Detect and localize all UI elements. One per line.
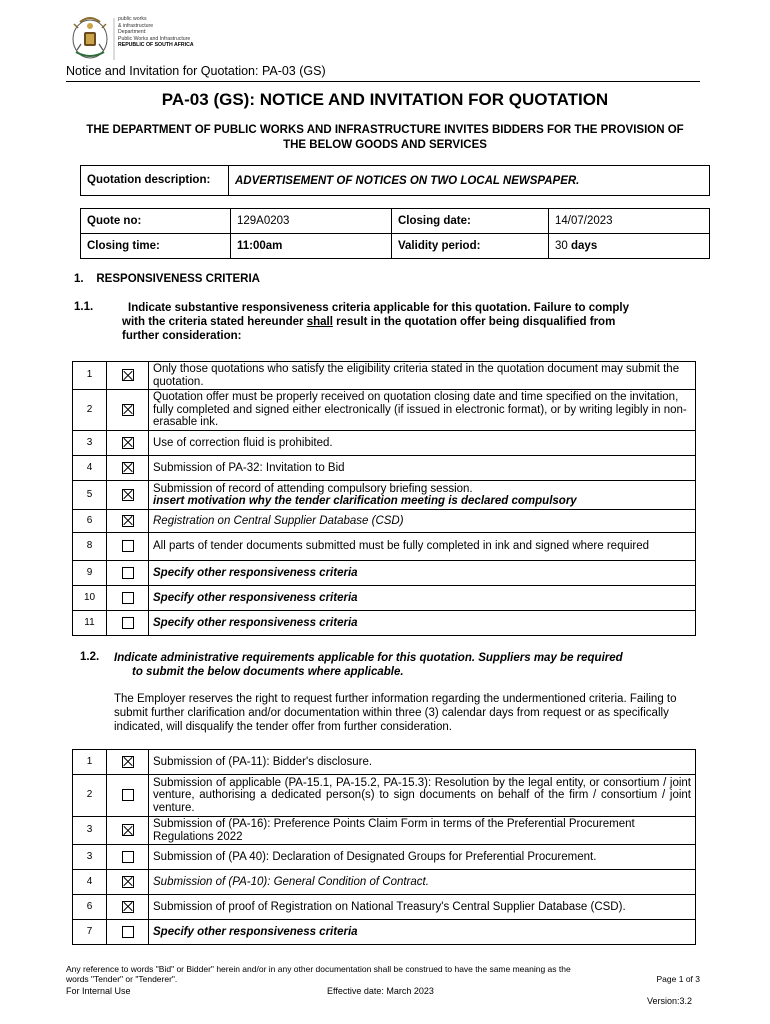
- unchecked-box-icon[interactable]: [122, 540, 134, 552]
- row-number: 3: [73, 845, 107, 870]
- criteria-checkbox[interactable]: [107, 586, 149, 611]
- criteria-checkbox[interactable]: [107, 362, 149, 390]
- row-number: 1: [73, 750, 107, 775]
- checked-box-icon[interactable]: [122, 876, 134, 888]
- validity-period-value: 30 days: [549, 234, 710, 259]
- requirement-checkbox[interactable]: [107, 920, 149, 945]
- table-row: [73, 390, 696, 431]
- checked-box-icon[interactable]: [122, 756, 134, 768]
- table-row: [73, 611, 696, 636]
- criteria-checkbox[interactable]: [107, 510, 149, 533]
- page-title: PA-03 (GS): NOTICE AND INVITATION FOR QUOTATION: [161, 90, 609, 109]
- quote-details-table: [80, 208, 710, 259]
- table-row: [73, 456, 696, 481]
- requirement-text: Submission of (PA-16): Preference Points Claim Form in terms of the Preferential Procurement Regulations 2022: [149, 817, 696, 845]
- row-number: 2: [73, 775, 107, 817]
- table-row: [73, 510, 696, 533]
- unchecked-box-icon[interactable]: [122, 789, 134, 801]
- document-reference: Notice and Invitation for Quotation: PA-03 (GS): [66, 64, 326, 78]
- row-number: 7: [73, 920, 107, 945]
- unchecked-box-icon[interactable]: [122, 851, 134, 863]
- requirement-text: Submission of (PA-10): General Condition of Contract.: [149, 870, 696, 895]
- administrative-requirements-table: [72, 749, 696, 945]
- paragraph-1-1: Indicate substantive responsiveness criteria applicable for this quotation. Failure to comply with the criteria stated hereunder shall result in the quotation offer being disqualified from further consideration:: [122, 302, 630, 342]
- header-divider: [66, 81, 700, 82]
- table-row: [73, 775, 696, 817]
- checked-box-icon[interactable]: [122, 462, 134, 474]
- quotation-description-label: Quotation description:: [81, 166, 229, 196]
- paragraph-number-1-2: 1.2.: [80, 651, 100, 663]
- checked-box-icon[interactable]: [122, 901, 134, 913]
- checked-box-icon[interactable]: [122, 489, 134, 501]
- row-number: 11: [73, 611, 107, 636]
- table-row: [73, 561, 696, 586]
- criteria-checkbox[interactable]: [107, 533, 149, 561]
- row-number: 5: [73, 481, 107, 510]
- quote-no-value: 129A0203: [231, 209, 392, 234]
- checked-box-icon[interactable]: [122, 369, 134, 381]
- validity-period-label: Validity period:: [392, 234, 549, 259]
- requirement-checkbox[interactable]: [107, 775, 149, 817]
- responsiveness-criteria-table: [72, 361, 696, 636]
- closing-date-value: 14/07/2023: [549, 209, 710, 234]
- checked-box-icon[interactable]: [122, 404, 134, 416]
- checked-box-icon[interactable]: [122, 437, 134, 449]
- quotation-description-table: [80, 165, 710, 196]
- criteria-text: Specify other responsiveness criteria: [149, 561, 696, 586]
- closing-time-label: Closing time:: [81, 234, 231, 259]
- row-number: 6: [73, 895, 107, 920]
- requirement-checkbox[interactable]: [107, 845, 149, 870]
- table-row: [73, 750, 696, 775]
- paragraph-number-1-1: 1.1.: [74, 301, 94, 313]
- requirement-text: Submission of (PA 40): Declaration of Designated Groups for Preferential Procurement.: [149, 845, 696, 870]
- criteria-text: Submission of record of attending compulsory briefing session. insert motivation why the tender clarification meeting is declared compulsory: [149, 481, 696, 510]
- requirement-text: Submission of proof of Registration on National Treasury's Central Supplier Database (CSD).: [149, 895, 696, 920]
- criteria-text: Quotation offer must be properly received on quotation closing date and time specified on the invitation, fully completed and signed either electronically (if issued in electronic format), or by writing legibly in non-erasable ink.: [149, 390, 696, 431]
- requirement-checkbox[interactable]: [107, 817, 149, 845]
- table-row: [73, 845, 696, 870]
- criteria-text: All parts of tender documents submitted must be fully completed in ink and signed where required: [149, 533, 696, 561]
- requirement-text: Specify other responsiveness criteria: [149, 920, 696, 945]
- quote-no-label: Quote no:: [81, 209, 231, 234]
- row-number: 3: [73, 817, 107, 845]
- criteria-text: Only those quotations who satisfy the eligibility criteria stated in the quotation document may submit the quotation.: [149, 362, 696, 390]
- row-number: 4: [73, 456, 107, 481]
- paragraph-1-2: Indicate administrative requirements applicable for this quotation. Suppliers may be required to submit the below documents where applicable.: [114, 652, 623, 678]
- unchecked-box-icon[interactable]: [122, 592, 134, 604]
- row-number: 2: [73, 390, 107, 431]
- criteria-checkbox[interactable]: [107, 431, 149, 456]
- table-row: [73, 533, 696, 561]
- table-row: [73, 817, 696, 845]
- criteria-checkbox[interactable]: [107, 561, 149, 586]
- row-number: 4: [73, 870, 107, 895]
- footer-effective-date: Effective date: March 2023: [327, 986, 434, 996]
- table-row: [73, 586, 696, 611]
- row-number: 9: [73, 561, 107, 586]
- requirement-text: Submission of applicable (PA-15.1, PA-15.2, PA-15.3): Resolution by the legal entity, or consortium / joint venture, authorising a dedicated person(s) to sign documents on behalf of the firm / consortium / joint venture.: [149, 775, 696, 817]
- criteria-text: Use of correction fluid is prohibited.: [149, 431, 696, 456]
- table-row: [73, 920, 696, 945]
- logo-text: public works & infrastructure Department: Public Works and Infrastructure REPUBLIC OF SOUTH AFRICA: [118, 16, 194, 49]
- quotation-description-value: ADVERTISEMENT OF NOTICES ON TWO LOCAL NEWSPAPER.: [229, 166, 710, 196]
- row-number: 1: [73, 362, 107, 390]
- requirement-checkbox[interactable]: [107, 750, 149, 775]
- requirement-checkbox[interactable]: [107, 895, 149, 920]
- row-number: 10: [73, 586, 107, 611]
- checked-box-icon[interactable]: [122, 515, 134, 527]
- closing-time-value: 11:00am: [231, 234, 392, 259]
- criteria-text: Submission of PA-32: Invitation to Bid: [149, 456, 696, 481]
- unchecked-box-icon[interactable]: [122, 617, 134, 629]
- row-number: 6: [73, 510, 107, 533]
- table-row: [73, 362, 696, 390]
- table-row: [73, 895, 696, 920]
- unchecked-box-icon[interactable]: [122, 926, 134, 938]
- criteria-text: Specify other responsiveness criteria: [149, 586, 696, 611]
- criteria-checkbox[interactable]: [107, 611, 149, 636]
- criteria-checkbox[interactable]: [107, 481, 149, 510]
- row-number: 3: [73, 431, 107, 456]
- footer-version: Version:3.2: [647, 996, 693, 1006]
- unchecked-box-icon[interactable]: [122, 567, 134, 579]
- page-number: Page 1 of 3: [656, 974, 700, 984]
- employer-reservation-paragraph: The Employer reserves the right to request further information regarding the undermentioned criteria. Failing to submit further clarification and/or documentation within three (3) calendar days from request or as specifically indicated, will disqualify the tender offer from further consideration.: [114, 693, 677, 733]
- requirement-text: Submission of (PA-11): Bidder's disclosure.: [149, 750, 696, 775]
- criteria-checkbox[interactable]: [107, 456, 149, 481]
- criteria-checkbox[interactable]: [107, 390, 149, 431]
- criteria-text: Specify other responsiveness criteria: [149, 611, 696, 636]
- row-number: 8: [73, 533, 107, 561]
- page-subtitle: THE DEPARTMENT OF PUBLIC WORKS AND INFRASTRUCTURE INVITES BIDDERS FOR THE PROVISION OF THE BELOW GOODS AND SERVICES: [86, 124, 684, 151]
- footer-internal-use: For Internal Use: [66, 986, 131, 996]
- section-heading-responsiveness: 1. RESPONSIVENESS CRITERIA: [74, 273, 260, 285]
- table-row: [73, 870, 696, 895]
- footer-reference-note: Any reference to words "Bid" or Bidder" herein and/or in any other documentation shall be construed to have the same meaning as the words "Tender" or "Tenderer". Page 1 of 3: [66, 964, 700, 984]
- checked-box-icon[interactable]: [122, 824, 134, 836]
- table-row: [73, 431, 696, 456]
- closing-date-label: Closing date:: [392, 209, 549, 234]
- criteria-text: Registration on Central Supplier Database (CSD): [149, 510, 696, 533]
- table-row: [73, 481, 696, 510]
- requirement-checkbox[interactable]: [107, 870, 149, 895]
